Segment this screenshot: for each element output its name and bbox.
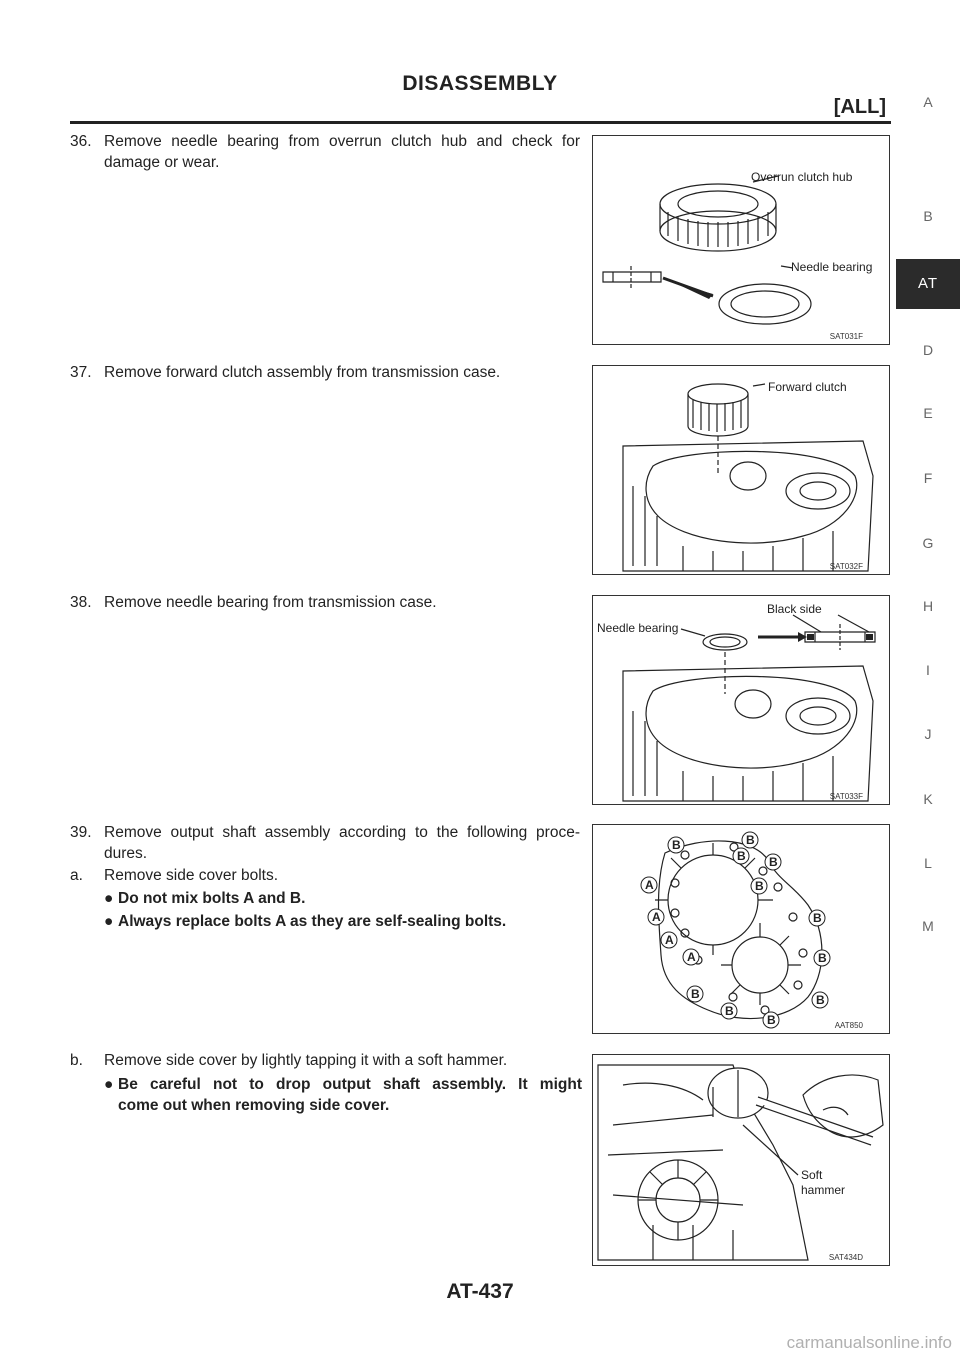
label-needle-bearing: Needle bearing [597,621,679,635]
bolt-label-a: A [652,910,661,924]
bolt-label-b: B [767,1013,776,1027]
side-index-j[interactable]: J [924,726,932,742]
bolt-label-b: B [725,1004,734,1018]
figure-code: SAT033F [829,792,863,801]
side-index-active-tab[interactable]: AT [896,259,960,309]
side-index-a[interactable]: A [923,94,933,110]
bolt-label-b: B [755,879,764,893]
label-overrun-clutch-hub: Overrun clutch hub [751,170,853,184]
figure-code: SAT032F [829,562,863,571]
figure-code: SAT031F [829,332,863,341]
page-number: AT-437 [446,1280,514,1303]
bolt-label-b: B [816,993,825,1007]
figure-code: AAT850 [834,1021,863,1030]
label-soft: Soft [801,1168,823,1182]
side-index-i[interactable]: I [926,662,930,678]
figure-needle-bearing-case [592,595,890,805]
bolt-label-a: A [645,878,654,892]
bolt-label-b: B [813,911,822,925]
step-39: 39. Remove output shaft assembly according to the following proce- dures. [70,824,580,862]
bullet-a2: ● Always replace bolts A as they are self-sealing bolts. [104,913,507,930]
header-divider [70,121,891,124]
bolt-label-a: A [687,950,696,964]
label-needle-bearing: Needle bearing [791,260,873,274]
substep-b: b. Remove side cover by lightly tapping it with a soft hammer. [70,1052,508,1069]
substep-a: a. Remove side cover bolts. [70,867,279,884]
side-index-h[interactable]: H [922,598,934,614]
figure-code: SAT434D [828,1253,863,1262]
page-title: DISASSEMBLY [402,72,558,95]
step-36: 36. Remove needle bearing from overrun clutch hub and check for damage or wear. [70,133,580,171]
step-37: 37. Remove forward clutch assembly from transmission case. [70,364,501,381]
bolt-label-b: B [746,833,755,847]
watermark: carmanualsonline.info [786,1333,952,1352]
side-index-g[interactable]: G [922,535,934,551]
figure-overrun-clutch-hub [592,135,890,345]
bolt-label-a: A [665,933,674,947]
label-black-side: Black side [767,602,822,616]
figure-side-cover-bolts [592,824,890,1034]
bolt-label-b: B [818,951,827,965]
figure-soft-hammer [592,1054,890,1266]
label-hammer: hammer [801,1183,846,1197]
side-index-f[interactable]: F [923,470,933,486]
bullet-a1: ● Do not mix bolts A and B. [104,890,306,907]
bolt-label-b: B [737,849,746,863]
step-38: 38. Remove needle bearing from transmission case. [70,594,437,611]
label-forward-clutch: Forward clutch [768,380,847,394]
side-index-d[interactable]: D [922,342,934,358]
figure-forward-clutch [592,365,890,575]
side-index-l[interactable]: L [924,855,932,871]
section-subtitle: [ALL] [833,96,886,118]
side-index-m[interactable]: M [922,918,934,934]
bolt-label-b: B [769,855,778,869]
bullet-b1: ● Be careful not to drop output shaft assembly. It might come out when removing side cover. [104,1076,582,1114]
side-index-e[interactable]: E [923,405,933,421]
side-index-k[interactable]: K [923,791,933,807]
side-index-b[interactable]: B [923,208,933,224]
bolt-label-b: B [691,987,700,1001]
bolt-label-b: B [672,838,681,852]
